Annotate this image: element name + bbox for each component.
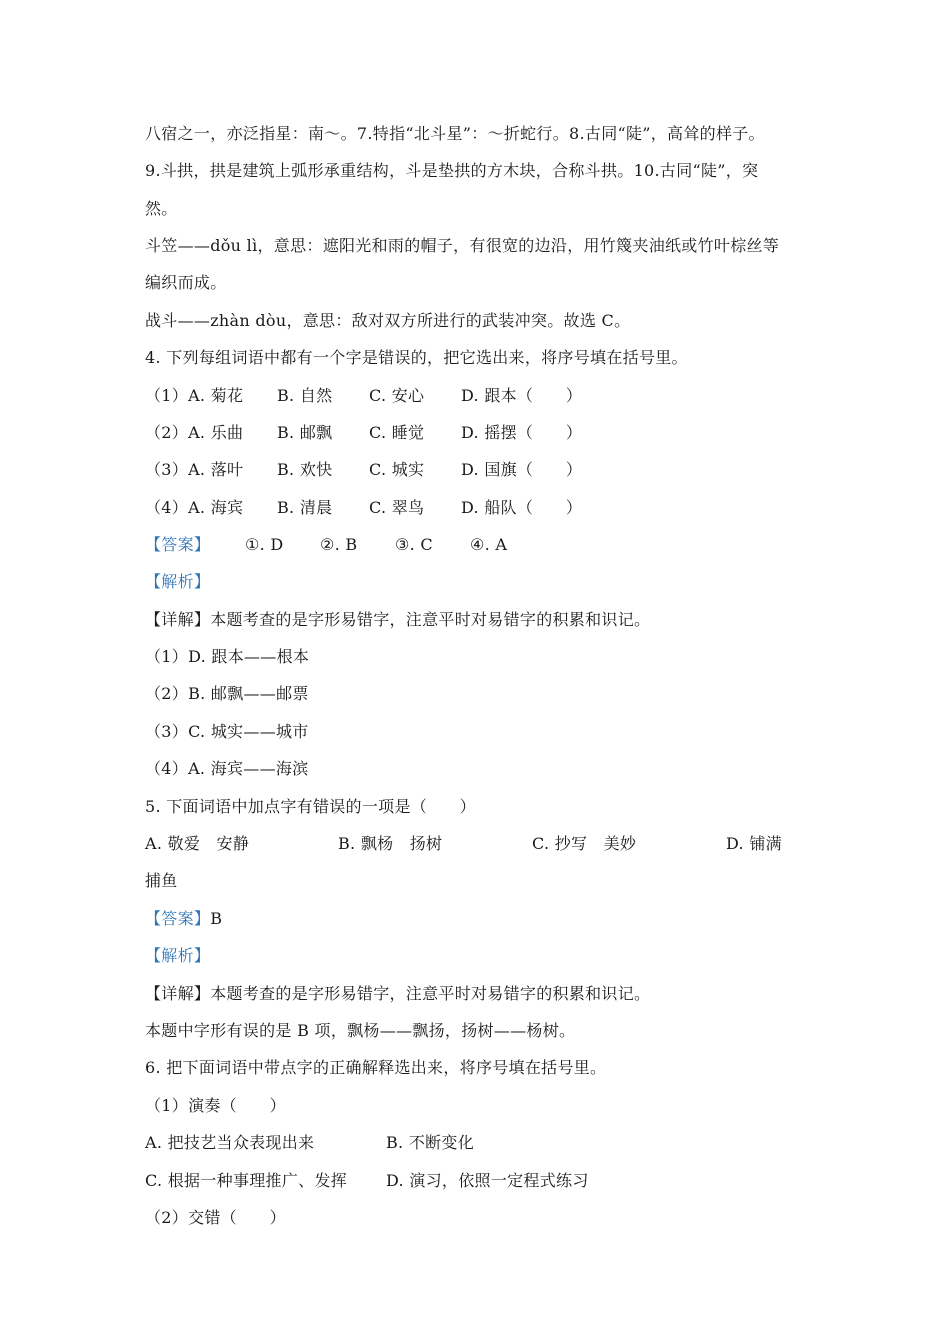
q4-option-c: C. 睡觉 — [369, 423, 425, 442]
correction-line: （1）D. 跟本——根本 — [145, 647, 310, 666]
q5-option-b: B. 飘杨 扬树 — [338, 834, 443, 853]
q4-option-b: B. 欢快 — [277, 460, 333, 479]
q5-option-d-continued: 捕鱼 — [145, 871, 178, 890]
q5-explanation: 本题中字形有误的是 B 项，飘杨——飘扬，扬树——杨树。 — [145, 1021, 576, 1040]
q4-option-c: C. 翠鸟 — [369, 498, 425, 517]
q4-option-b: B. 清晨 — [277, 498, 333, 517]
q4-option-a: （4）A. 海宾 — [145, 498, 244, 517]
analysis-label: 【解析】 — [145, 572, 211, 591]
q6-option-c: C. 根据一种事理推广、发挥 — [145, 1171, 348, 1190]
text-line: 然。 — [145, 199, 178, 218]
q4-option-d: D. 国旗（ ） — [461, 460, 583, 479]
correction-line: （4）A. 海宾——海滨 — [145, 759, 309, 778]
q6-sub-2: （2）交错（ ） — [145, 1208, 286, 1227]
question-5-title: 5. 下面词语中加点字有错误的一项是（ ） — [145, 797, 476, 816]
correction-line: （3）C. 城实——城市 — [145, 722, 309, 741]
answer-label: 【答案】 — [145, 909, 211, 928]
detail-label: 【详解】 — [145, 610, 211, 629]
q4-option-a: （3）A. 落叶 — [145, 460, 244, 479]
text-line: 9.斗拱，拱是建筑上弧形承重结构，斗是垫拱的方木块，合称斗拱。10.古同“陡”，突 — [145, 161, 759, 180]
q4-option-c: C. 城实 — [369, 460, 425, 479]
q5-option-d: D. 铺满 — [726, 834, 782, 853]
answer-item: ④. A — [470, 535, 508, 554]
analysis-label: 【解析】 — [145, 946, 211, 965]
detail-text: 本题考查的是字形易错字，注意平时对易错字的积累和识记。 — [210, 610, 651, 629]
text-line: 八宿之一，亦泛指星：南～。7.特指“北斗星”：～折蛇行。8.古同“陡”，高耸的样子。 — [145, 124, 765, 143]
text-line: 斗笠——dǒu lì，意思：遮阳光和雨的帽子，有很宽的边沿，用竹篾夹油纸或竹叶棕丝等 — [145, 236, 780, 255]
q4-detail — [145, 610, 650, 630]
q6-sub-1: （1）演奏（ ） — [145, 1096, 286, 1115]
q4-option-b: B. 自然 — [277, 386, 333, 405]
text-line: 战斗——zhàn dòu，意思：敌对双方所进行的武装冲突。故选 C。 — [145, 311, 631, 330]
q6-option-b: B. 不断变化 — [386, 1133, 475, 1152]
correction-line: （2）B. 邮飘——邮票 — [145, 684, 309, 703]
q4-option-d: D. 摇摆（ ） — [461, 423, 583, 442]
answer-label: 【答案】 — [145, 535, 211, 554]
q4-option-a: （1）A. 菊花 — [145, 386, 244, 405]
q5-detail — [145, 984, 650, 1004]
answer-item: ③. C — [395, 535, 433, 554]
q4-option-d: D. 船队（ ） — [461, 498, 583, 517]
q4-option-a: （2）A. 乐曲 — [145, 423, 244, 442]
q6-option-a: A. 把技艺当众表现出来 — [145, 1133, 315, 1152]
detail-text: 本题考查的是字形易错字，注意平时对易错字的积累和识记。 — [210, 984, 651, 1003]
q6-option-d: D. 演习，依照一定程式练习 — [386, 1171, 589, 1190]
answer-item: ①. D — [245, 535, 284, 554]
question-4-title: 4. 下列每组词语中都有一个字是错误的，把它选出来，将序号填在括号里。 — [145, 348, 688, 367]
answer-item: ②. B — [320, 535, 358, 554]
q4-option-d: D. 跟本（ ） — [461, 386, 583, 405]
q4-option-c: C. 安心 — [369, 386, 425, 405]
question-6-title: 6. 把下面词语中带点字的正确解释选出来，将序号填在括号里。 — [145, 1058, 607, 1077]
text-line: 编织而成。 — [145, 273, 227, 292]
q5-answer-line — [145, 909, 222, 929]
answer-value: B — [210, 909, 223, 928]
detail-label: 【详解】 — [145, 984, 211, 1003]
q5-option-a: A. 敬爱 安静 — [145, 834, 250, 853]
q5-option-c: C. 抄写 美妙 — [532, 834, 637, 853]
q4-option-b: B. 邮飘 — [277, 423, 333, 442]
